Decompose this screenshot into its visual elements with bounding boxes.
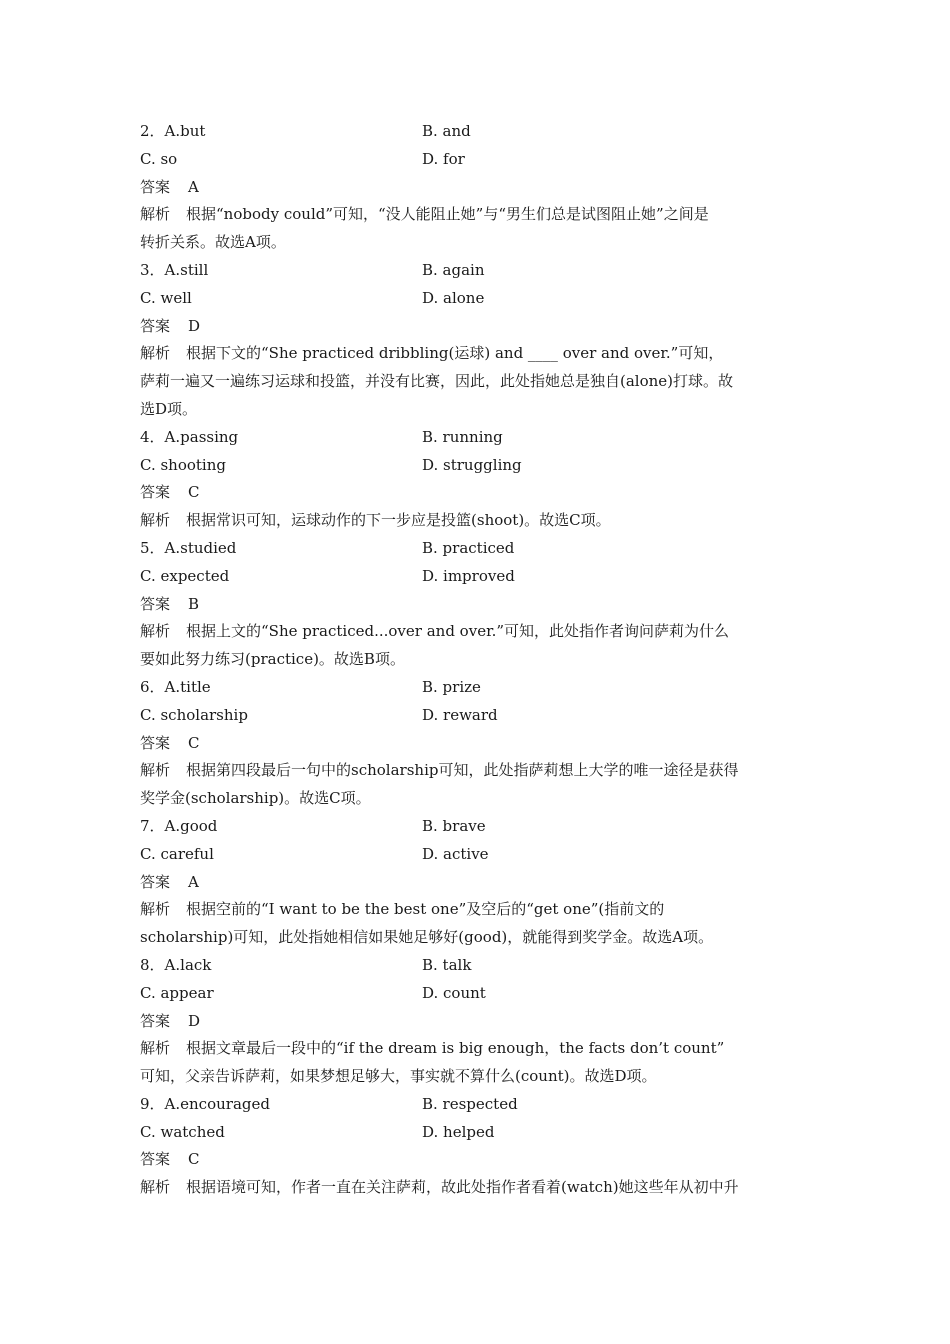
answer-value: A: [188, 872, 199, 891]
option-text: D. alone: [422, 288, 485, 307]
analysis-text: 根据下文的“She practiced dribbling(运球) and ____ over and over.”可知，: [186, 344, 724, 363]
analysis-line: [140, 896, 812, 924]
answer-label: 答案: [140, 1011, 171, 1030]
option-text: C. so: [140, 149, 178, 168]
option-text: D. for: [422, 149, 465, 168]
option-text: C. watched: [140, 1122, 225, 1141]
analysis-label: 解析: [140, 511, 171, 530]
analysis-text: scholarship)可知，此处指她相信如果她足够好(good)，就能得到奖学金。故选A项。: [140, 928, 714, 947]
option-text: D. struggling: [422, 455, 522, 474]
answer-value: C: [188, 1150, 200, 1169]
analysis-line: [140, 646, 812, 674]
option-row: [140, 563, 812, 591]
answer-label: 答案: [140, 1150, 171, 1169]
option-row: [140, 674, 812, 702]
option-text: C. appear: [140, 983, 214, 1002]
analysis-label: 解析: [140, 344, 171, 363]
analysis-line: [140, 1035, 812, 1063]
answer-line: [140, 479, 812, 507]
analysis-text: 根据“nobody could”可知，“没人能阻止她”与“男生们总是试图阻止她”之间是: [186, 205, 709, 224]
analysis-paragraph: [140, 201, 812, 257]
analysis-label: 解析: [140, 900, 171, 919]
analysis-paragraph: [140, 340, 812, 423]
option-row: [140, 841, 812, 869]
answer-label: 答案: [140, 177, 171, 196]
analysis-label: 解析: [140, 1039, 171, 1058]
option-row: [140, 535, 812, 563]
option-row: [140, 952, 812, 980]
question-block: [140, 813, 812, 952]
option-text: 5．A.studied: [140, 538, 237, 557]
analysis-line: [140, 507, 812, 535]
analysis-text: 根据上文的“She practiced...over and over.”可知，此处指作者询问萨莉为什么: [186, 622, 730, 641]
option-row: [140, 452, 812, 480]
analysis-line: [140, 229, 812, 257]
analysis-label: 解析: [140, 1178, 171, 1197]
option-text: 2．A.but: [140, 122, 206, 140]
option-text: B. practiced: [422, 538, 515, 557]
analysis-line: [140, 368, 812, 396]
answer-line: [140, 313, 812, 341]
answer-line: [140, 730, 812, 758]
analysis-text: 根据空前的“I want to be the best one”及空后的“get one”(指前文的: [186, 900, 665, 919]
answer-label: 答案: [140, 872, 171, 891]
answer-line: [140, 1008, 812, 1036]
analysis-text: 萨莉一遍又一遍练习运球和投篮，并没有比赛，因此，此处指她总是独自(alone)打球。故: [140, 372, 734, 391]
option-text: D. reward: [422, 705, 498, 724]
analysis-text: 选D项。: [140, 399, 198, 418]
option-text: 8．A.lack: [140, 955, 212, 974]
analysis-paragraph: [140, 757, 812, 813]
answer-label: 答案: [140, 594, 171, 613]
analysis-line: [140, 1174, 812, 1202]
answer-label: 答案: [140, 316, 171, 335]
option-text: D. active: [422, 844, 489, 863]
analysis-text: 根据文章最后一段中的“if the dream is big enough，the facts don’t count”: [186, 1039, 725, 1058]
question-block: [140, 674, 812, 813]
analysis-text: 可知，父亲告诉萨莉，如果梦想足够大，事实就不算什么(count)。故选D项。: [140, 1067, 657, 1086]
analysis-line: [140, 924, 812, 952]
analysis-paragraph: [140, 1035, 812, 1091]
answer-value: C: [188, 483, 200, 502]
answer-label: 答案: [140, 733, 171, 752]
analysis-paragraph: [140, 896, 812, 952]
option-row: [140, 285, 812, 313]
analysis-label: 解析: [140, 205, 171, 224]
analysis-line: [140, 785, 812, 813]
analysis-paragraph: [140, 618, 812, 674]
answer-label: 答案: [140, 483, 171, 502]
answer-value: C: [188, 733, 200, 752]
analysis-line: [140, 618, 812, 646]
option-text: 4．A.passing: [140, 427, 239, 446]
analysis-text: 根据第四段最后一句中的scholarship可知，此处指萨莉想上大学的唯一途径是获得: [186, 761, 739, 780]
option-row: [140, 1091, 812, 1119]
option-text: C. careful: [140, 844, 214, 863]
analysis-text: 根据常识可知，运球动作的下一步应是投篮(shoot)。故选C项。: [186, 511, 611, 530]
answer-line: [140, 591, 812, 619]
option-text: 6．A.title: [140, 677, 211, 696]
analysis-label: 解析: [140, 622, 171, 641]
option-text: D. improved: [422, 566, 515, 585]
question-block: [140, 118, 812, 257]
analysis-line: [140, 1063, 812, 1091]
analysis-line: [140, 396, 812, 424]
question-block: [140, 535, 812, 674]
option-text: C. expected: [140, 566, 230, 585]
option-row: [140, 813, 812, 841]
answer-value: D: [188, 316, 201, 335]
option-text: B. talk: [422, 955, 472, 974]
option-text: D. helped: [422, 1122, 495, 1141]
option-row: [140, 1119, 812, 1147]
answer-line: [140, 1146, 812, 1174]
question-block: [140, 257, 812, 424]
option-text: B. and: [422, 122, 471, 140]
analysis-text: 奖学金(scholarship)。故选C项。: [140, 789, 371, 808]
analysis-paragraph: [140, 507, 812, 535]
option-text: 9．A.encouraged: [140, 1094, 270, 1113]
option-text: C. well: [140, 288, 192, 307]
answer-value: B: [188, 594, 200, 613]
question-block: [140, 424, 812, 535]
answer-line: [140, 869, 812, 897]
answer-key-content: [140, 118, 812, 1202]
answer-line: [140, 174, 812, 202]
option-text: B. again: [422, 260, 485, 279]
analysis-line: [140, 757, 812, 785]
answer-value: D: [188, 1011, 201, 1030]
option-text: C. shooting: [140, 455, 226, 474]
analysis-paragraph: [140, 1174, 812, 1202]
option-text: B. respected: [422, 1094, 518, 1113]
option-text: B. prize: [422, 677, 481, 696]
option-row: [140, 980, 812, 1008]
analysis-line: [140, 340, 812, 368]
option-row: [140, 146, 812, 174]
analysis-text: 转折关系。故选A项。: [140, 233, 286, 252]
option-text: B. brave: [422, 816, 486, 835]
option-row: [140, 257, 812, 285]
option-text: D. count: [422, 983, 486, 1002]
option-row: [140, 118, 812, 146]
option-row: [140, 702, 812, 730]
analysis-text: 根据语境可知，作者一直在关注萨莉，故此处指作者看着(watch)她这些年从初中升: [186, 1178, 739, 1197]
answer-value: A: [188, 177, 199, 196]
option-text: C. scholarship: [140, 705, 248, 724]
option-text: 3．A.still: [140, 260, 209, 279]
analysis-text: 要如此努力练习(practice)。故选B项。: [140, 650, 405, 669]
option-text: 7．A.good: [140, 816, 218, 835]
analysis-label: 解析: [140, 761, 171, 780]
option-text: B. running: [422, 427, 503, 446]
question-block: [140, 952, 812, 1091]
question-block: [140, 1091, 812, 1202]
analysis-line: [140, 201, 812, 229]
option-row: [140, 424, 812, 452]
